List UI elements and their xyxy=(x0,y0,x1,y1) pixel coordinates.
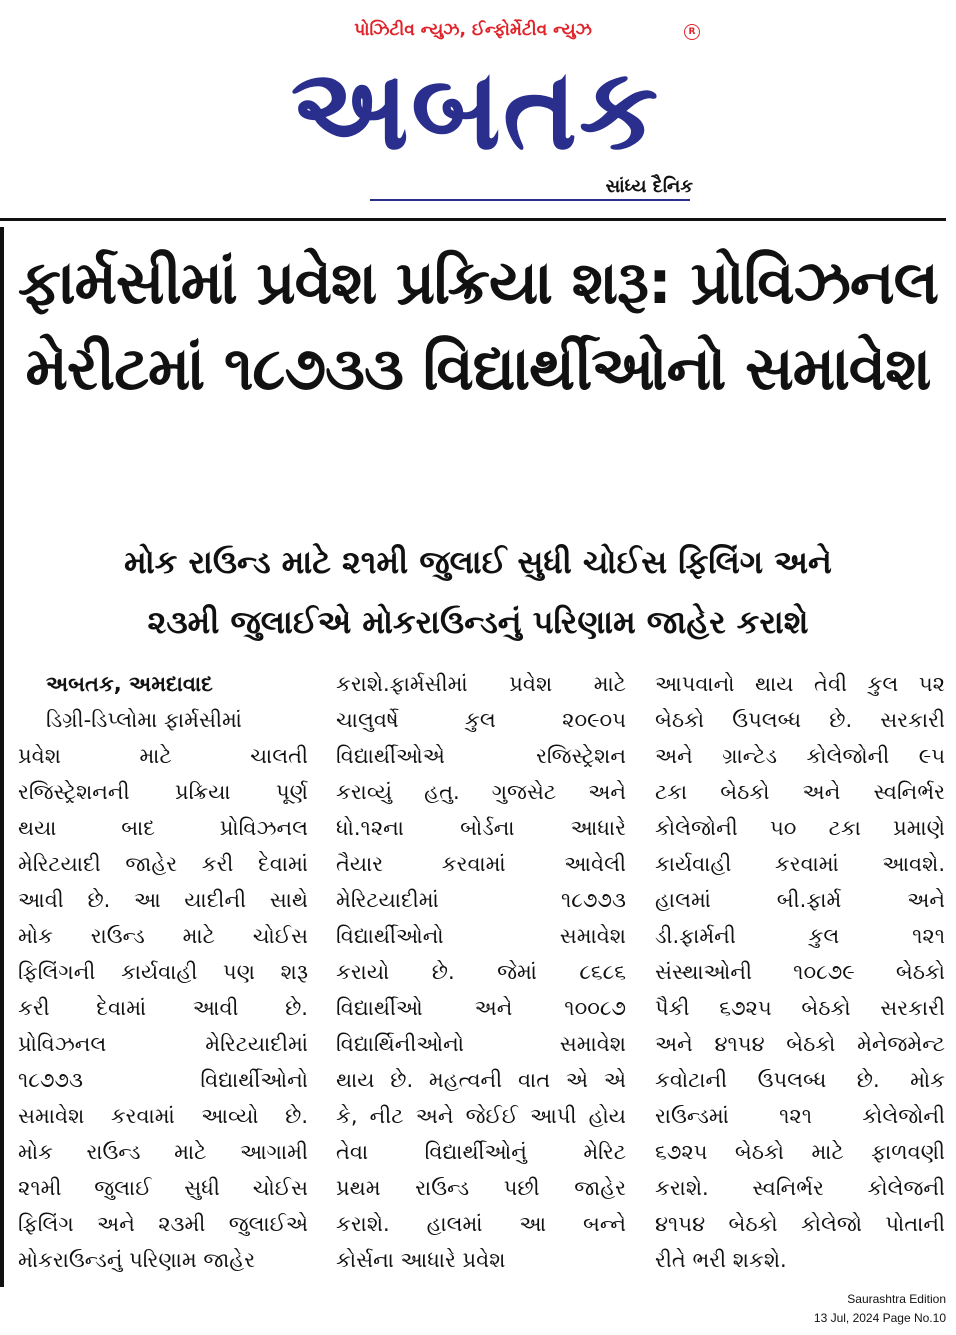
newspaper-logo: અબતક xyxy=(290,45,661,175)
masthead-divider xyxy=(0,218,946,221)
article-column-1 xyxy=(18,666,308,1278)
body-text-line: સંસ્થાઓની ૧૦૮૭૯ બેઠકો xyxy=(655,960,945,984)
body-text-line: કાર્યવાહી કરવામાં આવશે. xyxy=(655,852,945,876)
body-text-line: અને ૪૧૫૪ બેઠકો મેનેજમેન્ટ xyxy=(655,1032,945,1056)
masthead xyxy=(0,0,956,220)
body-text-line: કવોટાની ઉપલબ્ધ છે. મોક xyxy=(655,1068,945,1092)
body-text-line: રીતે ભરી શકશે. xyxy=(655,1248,787,1272)
body-text-line: અને ગ્રાન્ટેડ કોલેજોની ૯૫ xyxy=(655,744,945,768)
body-text-line: કરાવ્યું હતુ. ગુજસેટ અને xyxy=(336,780,626,804)
body-text-line: ફિલિંગની કાર્યવાહી પણ શરૂ xyxy=(18,960,308,984)
body-text-line: બેઠકો ઉપલબ્ધ છે. સરકારી xyxy=(655,708,945,732)
body-text-line: ડિગ્રી-ડિપ્લોમા ફાર્મસીમાં xyxy=(46,708,242,732)
body-text-line: મોક રાઉન્ડ માટે ચોઈસ xyxy=(18,924,308,948)
registered-mark-icon: R xyxy=(684,24,700,40)
body-text-line: ટકા બેઠકો અને સ્વનિર્ભર xyxy=(655,780,945,804)
body-text-line: કોર્સના આધારે પ્રવેશ xyxy=(336,1248,506,1272)
body-text-line: વિદ્યાર્થીઓનો સમાવેશ xyxy=(336,924,626,948)
body-text-line: કોલેજોની ૫૦ ટકા પ્રમાણે xyxy=(655,816,945,840)
body-text-line: પૈકી ૬૭૨૫ બેઠકો સરકારી xyxy=(655,996,945,1020)
edition-type: સાંધ્ય દૈનિક xyxy=(605,176,693,197)
page-footer xyxy=(814,1290,946,1328)
body-text-line: આવી છે. આ યાદીની સાથે xyxy=(18,888,308,912)
body-text-line: મેરિટયાદીમાં ૧૮૭૭૩ xyxy=(336,888,626,912)
headline-line: મેરીટમાં ૧૮૭૩૩ વિદ્યાર્થીઓનો સમાવેશ xyxy=(25,334,931,404)
body-text-line: આપવાનો થાય તેવી કુલ ૫૨ xyxy=(655,672,945,696)
article-subheadline xyxy=(10,532,946,652)
body-text-line: તેવા વિદ્યાર્થીઓનું મેરિટ xyxy=(336,1140,626,1164)
body-text-line: કરાશે.ફાર્મસીમાં પ્રવેશ માટે xyxy=(336,672,626,696)
body-text-line: ૨૧મી જુલાઈ સુધી ચોઈસ xyxy=(18,1176,308,1200)
masthead-tagline: પોઝિટીવ ન્યુઝ, ઈન્ફોર્મેટીવ ન્યુઝ xyxy=(354,20,592,40)
body-text-line: સમાવેશ કરવામાં આવ્યો છે. xyxy=(18,1104,308,1128)
edition-name: Saurashtra Edition xyxy=(847,1292,946,1306)
date-page: 13 Jul, 2024 Page No.10 xyxy=(813,1311,946,1325)
body-text-line: તૈયાર કરવામાં આવેલી xyxy=(336,852,626,876)
body-text-line: કરાશે. સ્વનિર્ભર કોલેજની xyxy=(655,1176,945,1200)
headline-line: ફાર્મસીમાં પ્રવેશ પ્રક્રિયા શરૂ: પ્રોવિઝનલ xyxy=(18,248,938,318)
article-headline xyxy=(12,240,944,412)
body-text-line: પ્રોવિઝનલ મેરિટયાદીમાં xyxy=(18,1032,308,1056)
subhead-line: ૨૩મી જુલાઈએ મોકરાઉન્ડનું પરિણામ જાહેર કરાશે xyxy=(147,603,809,641)
body-text-line: વિદ્યાર્થીઓ અને ૧૦૦૮૭ xyxy=(336,996,626,1020)
body-text-line: કે, નીટ અને જેઈઈ આપી હોય xyxy=(336,1104,626,1128)
body-text-line: મેરિટયાદી જાહેર કરી દેવામાં xyxy=(18,852,308,876)
body-text-line: રજિસ્ટ્રેશનની પ્રક્રિયા પૂર્ણ xyxy=(18,780,308,804)
body-text-line: પ્રવેશ માટે ચાલતી xyxy=(18,744,308,768)
body-text-line: થાય છે. મહત્વની વાત એ એ xyxy=(336,1068,626,1092)
article-column-2 xyxy=(336,666,626,1278)
body-text-line: કરાશે. હાલમાં આ બન્ને xyxy=(336,1212,626,1236)
body-text-line: કરાયો છે. જેમાં ૮૬૮૬ xyxy=(336,960,626,984)
body-text-line: ચાલુવર્ષે કુલ ૨૦૯૦૫ xyxy=(336,708,626,732)
body-text-line: ૪૧૫૪ બેઠકો કોલેજો પોતાની xyxy=(655,1212,945,1236)
body-text-line: ધો.૧૨ના બોર્ડના આધારે xyxy=(336,816,626,840)
body-text-line: વિદ્યાર્થીઓએ રજિસ્ટ્રેશન xyxy=(336,744,626,768)
body-text-line: વિદ્યાર્થિનીઓનો સમાવેશ xyxy=(336,1032,626,1056)
body-text-line: રાઉન્ડમાં ૧૨૧ કોલેજોની xyxy=(655,1104,945,1128)
article-left-border xyxy=(0,227,4,1287)
logo-underline xyxy=(370,199,690,201)
body-text-line: હાલમાં બી.ફાર્મ અને xyxy=(655,888,945,912)
body-text-line: મોકરાઉન્ડનું પરિણામ જાહેર xyxy=(18,1248,256,1272)
subhead-line: મોક રાઉન્ડ માટે ૨૧મી જુલાઈ સુધી ચોઈસ ફિલિંગ અને xyxy=(124,543,832,581)
body-text-line: ૧૮૭૭૩ વિદ્યાર્થીઓનો xyxy=(18,1068,308,1092)
body-text-line: થયા બાદ પ્રોવિઝનલ xyxy=(18,816,308,840)
body-text-line: ડી.ફાર્મની કુલ ૧૨૧ xyxy=(655,924,945,948)
article-column-3 xyxy=(655,666,945,1278)
body-text-line: ફિલિંગ અને ૨૩મી જુલાઈએ xyxy=(18,1212,308,1236)
body-text-line: કરી દેવામાં આવી છે. xyxy=(18,996,308,1020)
dateline: અબતક, અમદાવાદ xyxy=(46,672,213,696)
body-text-line: પ્રથમ રાઉન્ડ પછી જાહેર xyxy=(336,1176,626,1200)
body-text-line: ૬૭૨૫ બેઠકો માટે ફાળવણી xyxy=(655,1140,945,1164)
body-text-line: મોક રાઉન્ડ માટે આગામી xyxy=(18,1140,308,1164)
